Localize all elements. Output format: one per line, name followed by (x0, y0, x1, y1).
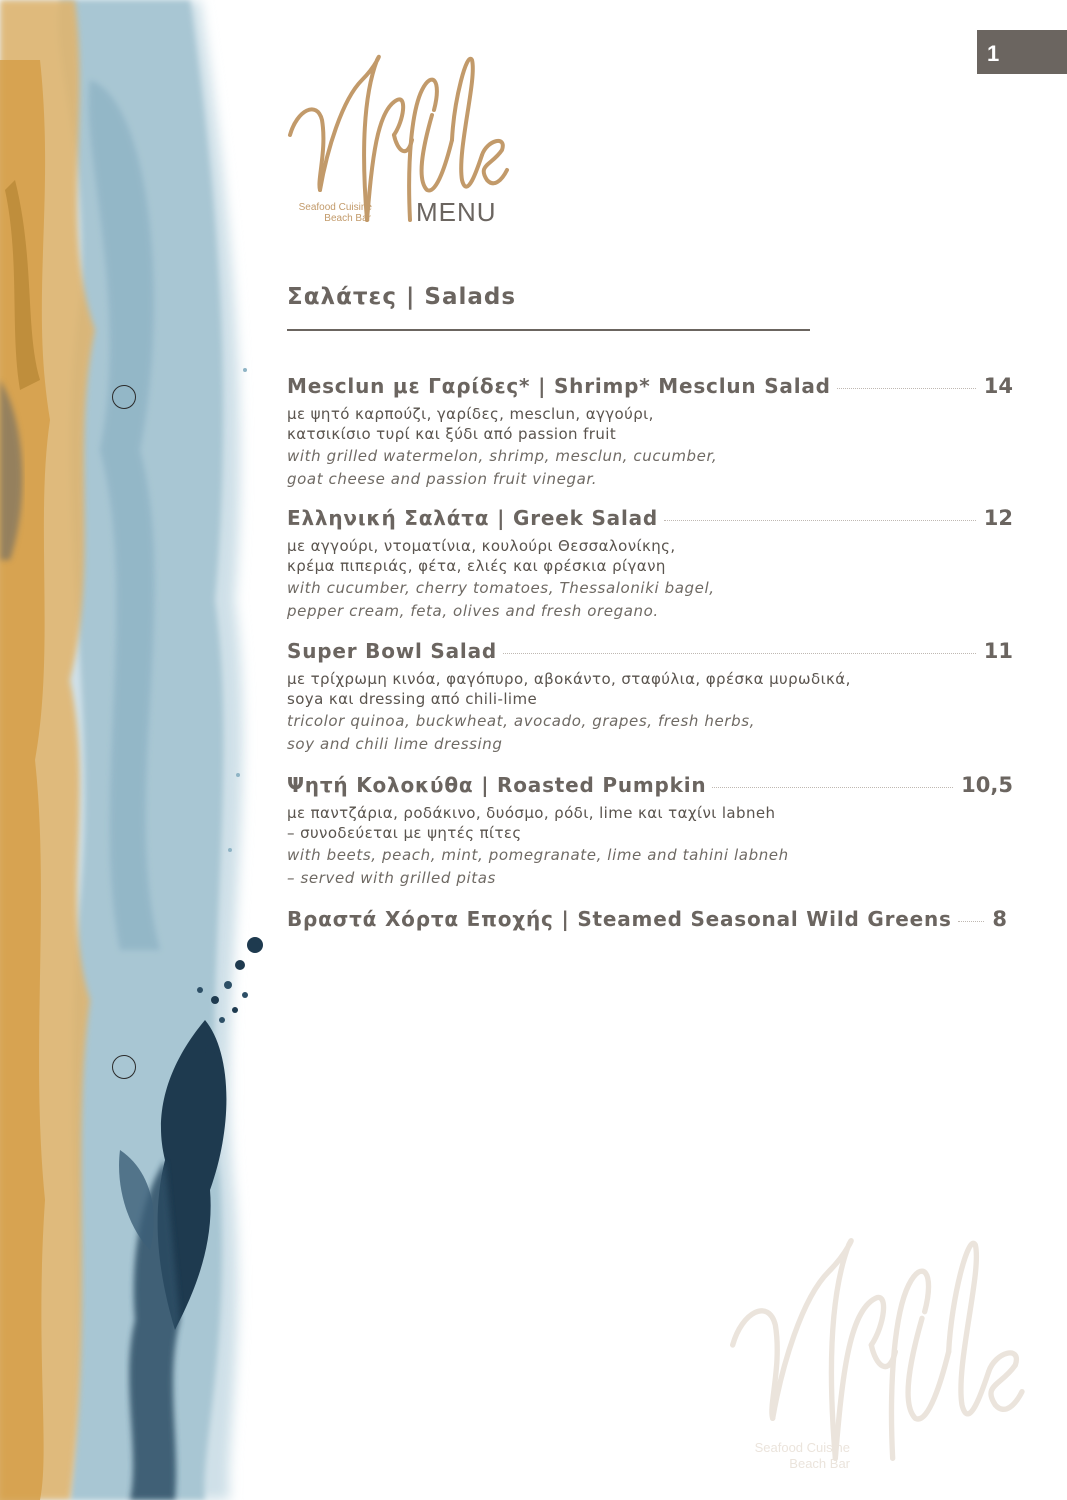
menu-item-desc-english: with grilled watermelon, shrimp, mesclun, cucumber, (287, 447, 718, 465)
page-number-tab: 1 (977, 30, 1067, 74)
menu-item-desc-greek: soya και dressing από chili-lime (287, 690, 538, 708)
menu-item-desc-english: with cucumber, cherry tomatoes, Thessaloniki bagel, (287, 579, 715, 597)
menu-item (287, 639, 1013, 756)
price-leader (958, 921, 985, 922)
menu-item (287, 506, 1013, 623)
section-divider (287, 329, 810, 331)
watermark-tagline-line2: Beach Bar (789, 1456, 850, 1471)
menu-item-desc-english: tricolor quinoa, buckwheat, avocado, grapes, fresh herbs, (287, 712, 755, 730)
punch-hole-bottom (112, 1055, 136, 1079)
watercolor-decoration (0, 0, 300, 1500)
punch-hole-top (112, 385, 136, 409)
section-title: Σαλάτες | Salads (287, 284, 517, 310)
menu-item-desc-greek: με αγγούρι, ντοματίνια, κουλούρι Θεσσαλονίκης, (287, 537, 676, 555)
menu-item-price: 12 (983, 506, 1013, 530)
menu-label: MENU (416, 197, 497, 227)
menu-item-desc-greek: κρέμα πιπεριάς, φέτα, ελιές και φρέσκια ρίγανη (287, 557, 666, 575)
menu-item-price: 8 (992, 907, 1007, 931)
price-leader (837, 388, 976, 389)
watermark-tagline-line1: Seafood Cuisine (754, 1440, 850, 1455)
menu-item-desc-greek: – συνοδεύεται με ψητές πίτες (287, 824, 522, 842)
menu-item-price: 11 (983, 639, 1013, 663)
menu-item-desc-english: – served with grilled pitas (287, 869, 496, 887)
brand-tagline-line2: Beach Bar (324, 213, 371, 224)
price-leader (664, 520, 976, 521)
menu-item-desc-greek: με τρίχρωμη κινόα, φαγόπυρο, αβοκάντο, σταφύλια, φρέσκα μυρωδικά, (287, 670, 851, 688)
menu-item-name: Ψητή Κολοκύθα | Roasted Pumpkin (287, 773, 707, 797)
menu-item-name: Βραστά Χόρτα Εποχής | Steamed Seasonal Wild Greens (287, 907, 952, 931)
menu-item-desc-english: soy and chili lime dressing (287, 735, 503, 753)
menu-item (287, 374, 1013, 491)
menu-item-desc-greek: κατσικίσιο τυρί και ξύδι από passion fruit (287, 425, 617, 443)
menu-item-price: 14 (983, 374, 1013, 398)
menu-item-name: Ελληνική Σαλάτα | Greek Salad (287, 506, 659, 530)
menu-item-desc-greek: με παντζάρια, ροδάκινο, δυόσμο, ρόδι, lime και ταχίνι labneh (287, 804, 776, 822)
menu-item-desc-english: pepper cream, feta, olives and fresh oregano. (287, 602, 659, 620)
menu-item-name: Mesclun με Γαρίδες* | Shrimp* Mesclun Salad (287, 374, 831, 398)
menu-item-desc-english: goat cheese and passion fruit vinegar. (287, 470, 598, 488)
price-leader (712, 787, 953, 788)
menu-item-desc-english: with beets, peach, mint, pomegranate, lime and tahini labneh (287, 846, 789, 864)
menu-item (287, 907, 1007, 931)
price-leader (503, 653, 976, 654)
menu-item-name: Super Bowl Salad (287, 639, 497, 663)
brand-tagline-line1: Seafood Cuisine (298, 202, 372, 213)
menu-item-price: 10,5 (961, 773, 1013, 797)
menu-item-desc-greek: με ψητό καρπούζι, γαρίδες, mesclun, αγγούρι, (287, 405, 654, 423)
menu-item (287, 773, 1013, 890)
